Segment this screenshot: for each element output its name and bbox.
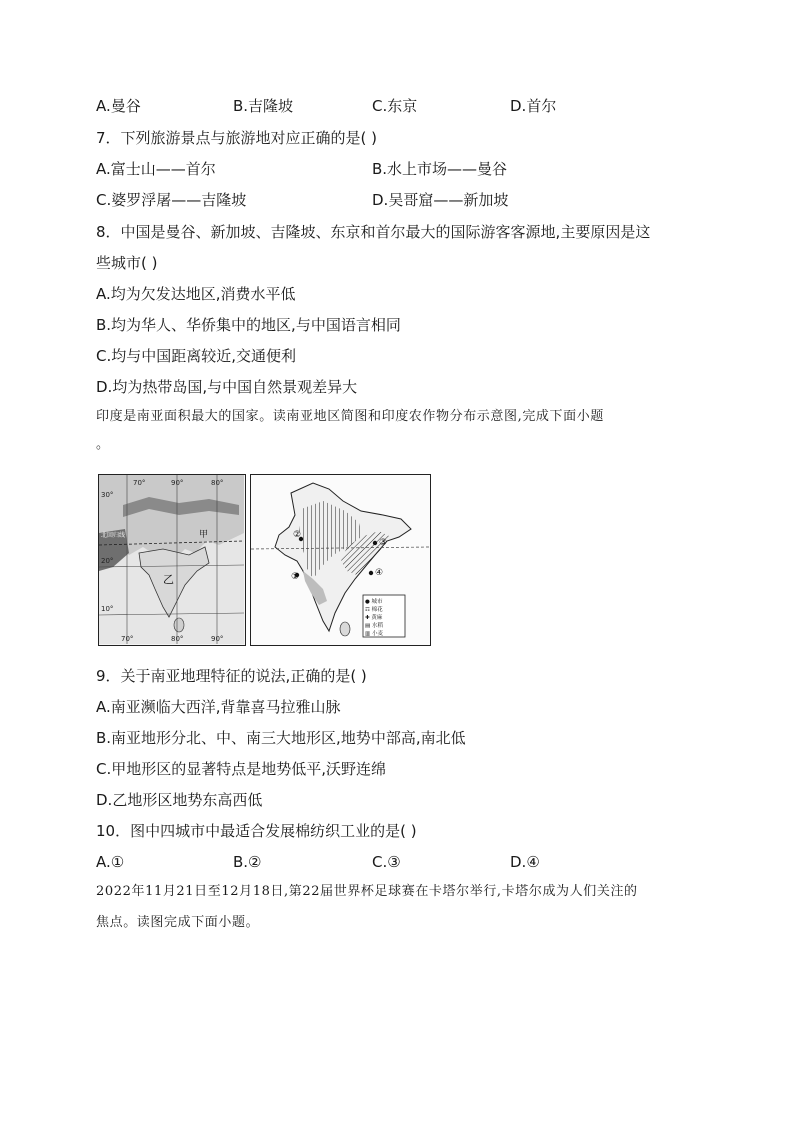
q10-option-b: B.② xyxy=(233,853,262,871)
q6-option-a: A.曼谷 xyxy=(96,97,141,115)
lat-10-label: 10° xyxy=(101,605,114,613)
q10-option-a: A.① xyxy=(96,853,125,871)
q9-option-a: A.南亚濒临大西洋,背靠喜马拉雅山脉 xyxy=(96,698,341,716)
q7-stem: 7．下列旅游景点与旅游地对应正确的是( ) xyxy=(96,129,378,147)
q7-option-a: A.富士山——首尔 xyxy=(96,160,216,178)
lon-top-label-2: 90° xyxy=(171,479,184,487)
q10-stem: 10．图中四城市中最适合发展棉纺织工业的是( ) xyxy=(96,822,417,840)
city-marker-4 xyxy=(369,571,373,575)
sri-lanka xyxy=(174,618,184,632)
legend-jute: ✚ 黄麻 xyxy=(365,615,383,621)
legend-city: ● 城市 xyxy=(365,599,383,605)
intro-india-line1: 印度是南亚面积最大的国家。读南亚地区简图和印度农作物分布示意图,完成下面小题 xyxy=(96,409,604,424)
city-marker-3 xyxy=(373,541,377,545)
city-label-1: ① xyxy=(291,572,300,582)
legend-cotton: ☶ 棉花 xyxy=(365,607,383,613)
q8-stem-line2: 些城市( ) xyxy=(96,254,158,272)
city-label-4: ④ xyxy=(375,568,384,578)
q10-option-d: D.④ xyxy=(510,853,540,871)
intro-india-line2: 。 xyxy=(96,437,110,452)
legend-rice: ▤ 水稻 xyxy=(365,623,383,629)
q9-option-d: D.乙地形区地势东高西低 xyxy=(96,791,263,809)
q8-stem-line1: 8．中国是曼谷、新加坡、吉隆坡、东京和首尔最大的国际游客客源地,主要原因是这 xyxy=(96,223,651,241)
city-label-2: ② xyxy=(293,530,302,540)
lat-30-label: 30° xyxy=(101,491,114,499)
india-crop-map xyxy=(250,474,431,646)
q8-option-a: A.均为欠发达地区,消费水平低 xyxy=(96,285,296,303)
lon-top-label-3: 80° xyxy=(211,479,224,487)
q8-option-c: C.均与中国距离较近,交通便利 xyxy=(96,347,297,365)
q9-option-c: C.甲地形区的显著特点是地势低平,沃野连绵 xyxy=(96,760,387,778)
q9-stem: 9．关于南亚地理特征的说法,正确的是( ) xyxy=(96,667,367,685)
q6-option-c: C.东京 xyxy=(372,97,418,115)
q7-option-d: D.吴哥窟——新加坡 xyxy=(372,191,509,209)
sri-lanka xyxy=(340,622,350,636)
q9-option-b: B.南亚地形分北、中、南三大地形区,地势中部高,南北低 xyxy=(96,729,466,747)
intro-qatar-line2: 焦点。读图完成下面小题。 xyxy=(96,915,260,930)
region-jia-label: 甲 xyxy=(199,530,209,540)
q7-option-c: C.婆罗浮屠——吉隆坡 xyxy=(96,191,247,209)
region-yi-label: 乙 xyxy=(163,573,174,586)
q6-option-b: B.吉隆坡 xyxy=(233,97,294,115)
lon-bottom-label-2: 80° xyxy=(171,635,184,643)
lon-bottom-label-1: 70° xyxy=(121,635,134,643)
lon-top-label-1: 70° xyxy=(133,479,146,487)
q6-option-d: D.首尔 xyxy=(510,97,557,115)
q7-option-b: B.水上市场——曼谷 xyxy=(372,160,508,178)
city-label-3: ③ xyxy=(379,538,388,548)
tropic-label: 北回归线 xyxy=(101,532,126,539)
q8-option-d: D.均为热带岛国,与中国自然景观差异大 xyxy=(96,378,358,396)
legend-wheat: ▥ 小麦 xyxy=(365,631,383,637)
intro-qatar-line1: 2022年11月21日至12月18日,第22届世界杯足球赛在卡塔尔举行,卡塔尔成为人们关注的 xyxy=(96,884,638,899)
south-asia-map xyxy=(98,474,246,646)
lat-20-label: 20° xyxy=(101,557,114,565)
lon-bottom-label-3: 90° xyxy=(211,635,224,643)
q10-option-c: C.③ xyxy=(372,853,401,871)
q8-option-b: B.均为华人、华侨集中的地区,与中国语言相同 xyxy=(96,316,401,334)
